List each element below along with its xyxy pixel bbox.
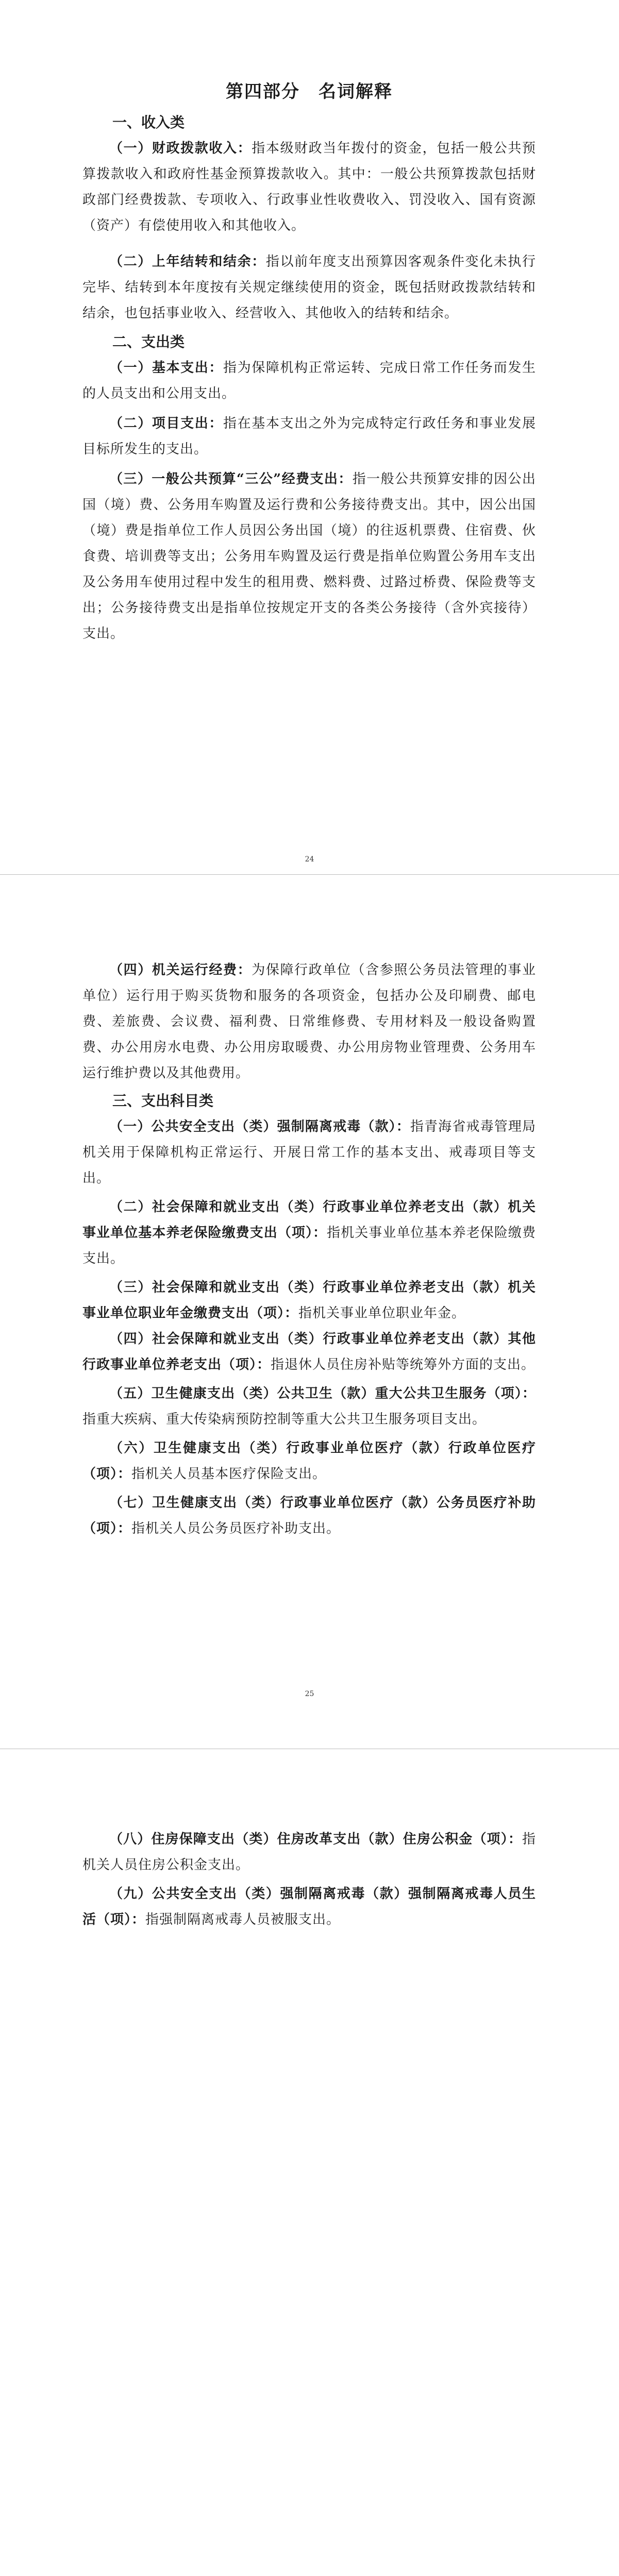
term-definition: 指机关事业单位职业年金。 — [298, 1306, 466, 1321]
heading-income: 一、收入类 — [112, 114, 185, 131]
document-page-26 — [0, 1749, 619, 2576]
term-definition: 指重大疾病、重大传染病预防控制等重大公共卫生服务项目支出。 — [82, 1412, 487, 1427]
paragraph-subject-3 — [82, 1275, 536, 1326]
term-definition: 指机关人员基本医疗保险支出。 — [131, 1466, 327, 1482]
term-label: （六）卫生健康支出（类）行政事业单位医疗（款）行政单位医疗（项）： — [82, 1440, 536, 1482]
term-definition: 指机关事业单位基本养老保险缴费支出。 — [82, 1225, 536, 1266]
document-page-24 — [0, 0, 619, 874]
document-page-25 — [0, 875, 619, 1749]
term-label: （三）社会保障和就业支出（类）行政事业单位养老支出（款）机关事业单位职业年金缴费支出（项）： — [82, 1280, 536, 1321]
paragraph-subject-1 — [82, 1114, 536, 1191]
term-label: （七）卫生健康支出（类）行政事业单位医疗（款）公务员医疗补助（项）： — [82, 1495, 536, 1536]
term-label: （一）基本支出： — [109, 360, 223, 376]
page-number: 25 — [305, 1690, 314, 1698]
paragraph-fiscal-appropriation-income — [82, 135, 536, 239]
term-definition: 指青海省戒毒管理局机关用于保障机构正常运行、开展日常工作的基本支出、戒毒项目等支出。 — [82, 1119, 536, 1186]
term-definition: 指在基本支出之外为完成特定行政任务和事业发展目标所发生的支出。 — [82, 416, 536, 457]
paragraph-basic-expenditure — [82, 355, 536, 406]
term-definition: 指以前年度支出预算因客观条件变化未执行完毕、结转到本年度按有关规定继续使用的资金，既包括财政拨款结转和结余，也包括事业收入、经营收入、其他收入的结转和结余。 — [82, 254, 536, 321]
term-label: （四）社会保障和就业支出（类）行政事业单位养老支出（款）其他行政事业单位养老支出（项）： — [82, 1331, 536, 1372]
term-label: （九）公共安全支出（类）强制隔离戒毒（款）强制隔离戒毒人员生活（项）： — [82, 1886, 536, 1927]
term-label: （一）公共安全支出（类）强制隔离戒毒（款）： — [109, 1119, 410, 1134]
paragraph-subject-7 — [82, 1490, 536, 1541]
page-body — [82, 77, 536, 647]
paragraph-subject-9 — [82, 1881, 536, 1933]
term-definition: 指一般公共预算安排的因公出国（境）费、公务用车购置及运行费和公务接待费支出。其中，因公出国（境）费是指单位工作人员因公务出国（境）的往返机票费、住宿费、伙食费、培训费等支出；公务用车购置及运行费是指单位购置公务用车支出及公务用车使用过程中发生的租用费、燃料费、过路过桥费、保险费等支出；公务接待费支出是指单位按规定开支的各类公务接待（含外宾接待）支出。 — [82, 471, 536, 641]
term-label: （八）住房保障支出（类）住房改革支出（款）住房公积金（项）： — [109, 1832, 522, 1847]
heading-expenditure: 二、支出类 — [112, 333, 185, 350]
term-definition: 指机关人员住房公积金支出。 — [82, 1832, 536, 1873]
heading-expenditure-subjects: 三、支出科目类 — [112, 1092, 214, 1109]
paragraph-project-expenditure — [82, 411, 536, 462]
paragraph-carryover-balance — [82, 249, 536, 326]
section-title: 第四部分 名词解释 — [226, 81, 393, 102]
term-definition: 为保障行政单位（含参照公务员法管理的事业单位）运行用于购买货物和服务的各项资金，包括办公及印刷费、邮电费、差旅费、会议费、福利费、日常维修费、专用材料及一般设备购置费、办公用房水电费、办公用房取暖费、办公用房物业管理费、公务用车运行维护费以及其他费用。 — [82, 962, 536, 1081]
term-definition: 指为保障机构正常运转、完成日常工作任务而发生的人员支出和公用支出。 — [82, 360, 536, 401]
term-definition: 指本级财政当年拨付的资金，包括一般公共预算拨款收入和政府性基金预算拨款收入。其中：一般公共预算拨款包括财政部门经费拨款、专项收入、行政事业性收费收入、罚没收入、国有资源（资产）有偿使用收入和其他收入。 — [82, 141, 536, 233]
paragraph-three-public-expenditure — [82, 466, 536, 647]
term-label: （二）社会保障和就业支出（类）行政事业单位养老支出（款）机关事业单位基本养老保险缴费支出（项）： — [82, 1199, 536, 1241]
term-label: （二）上年结转和结余： — [109, 254, 266, 269]
page-body — [82, 1826, 536, 1933]
paragraph-subject-2 — [82, 1194, 536, 1272]
term-definition: 指强制隔离戒毒人员被服支出。 — [145, 1912, 341, 1927]
term-label: （五）卫生健康支出（类）公共卫生（款）重大公共卫生服务（项）： — [109, 1386, 536, 1401]
paragraph-subject-5 — [82, 1381, 536, 1432]
term-definition: 指退休人员住房补贴等统筹外方面的支出。 — [271, 1357, 536, 1372]
paragraph-agency-operating-expenses — [82, 957, 536, 1086]
paragraph-subject-8 — [82, 1826, 536, 1878]
paragraph-subject-4 — [82, 1326, 536, 1378]
term-label: （二）项目支出： — [109, 416, 223, 431]
page-number: 24 — [305, 855, 314, 863]
term-label: （四）机关运行经费： — [109, 962, 252, 978]
term-label: （一）财政拨款收入： — [109, 141, 252, 156]
paragraph-subject-6 — [82, 1435, 536, 1487]
term-label: （三）一般公共预算“三公”经费支出： — [109, 471, 353, 487]
term-definition: 指机关人员公务员医疗补助支出。 — [131, 1521, 341, 1536]
page-body — [82, 957, 536, 1541]
